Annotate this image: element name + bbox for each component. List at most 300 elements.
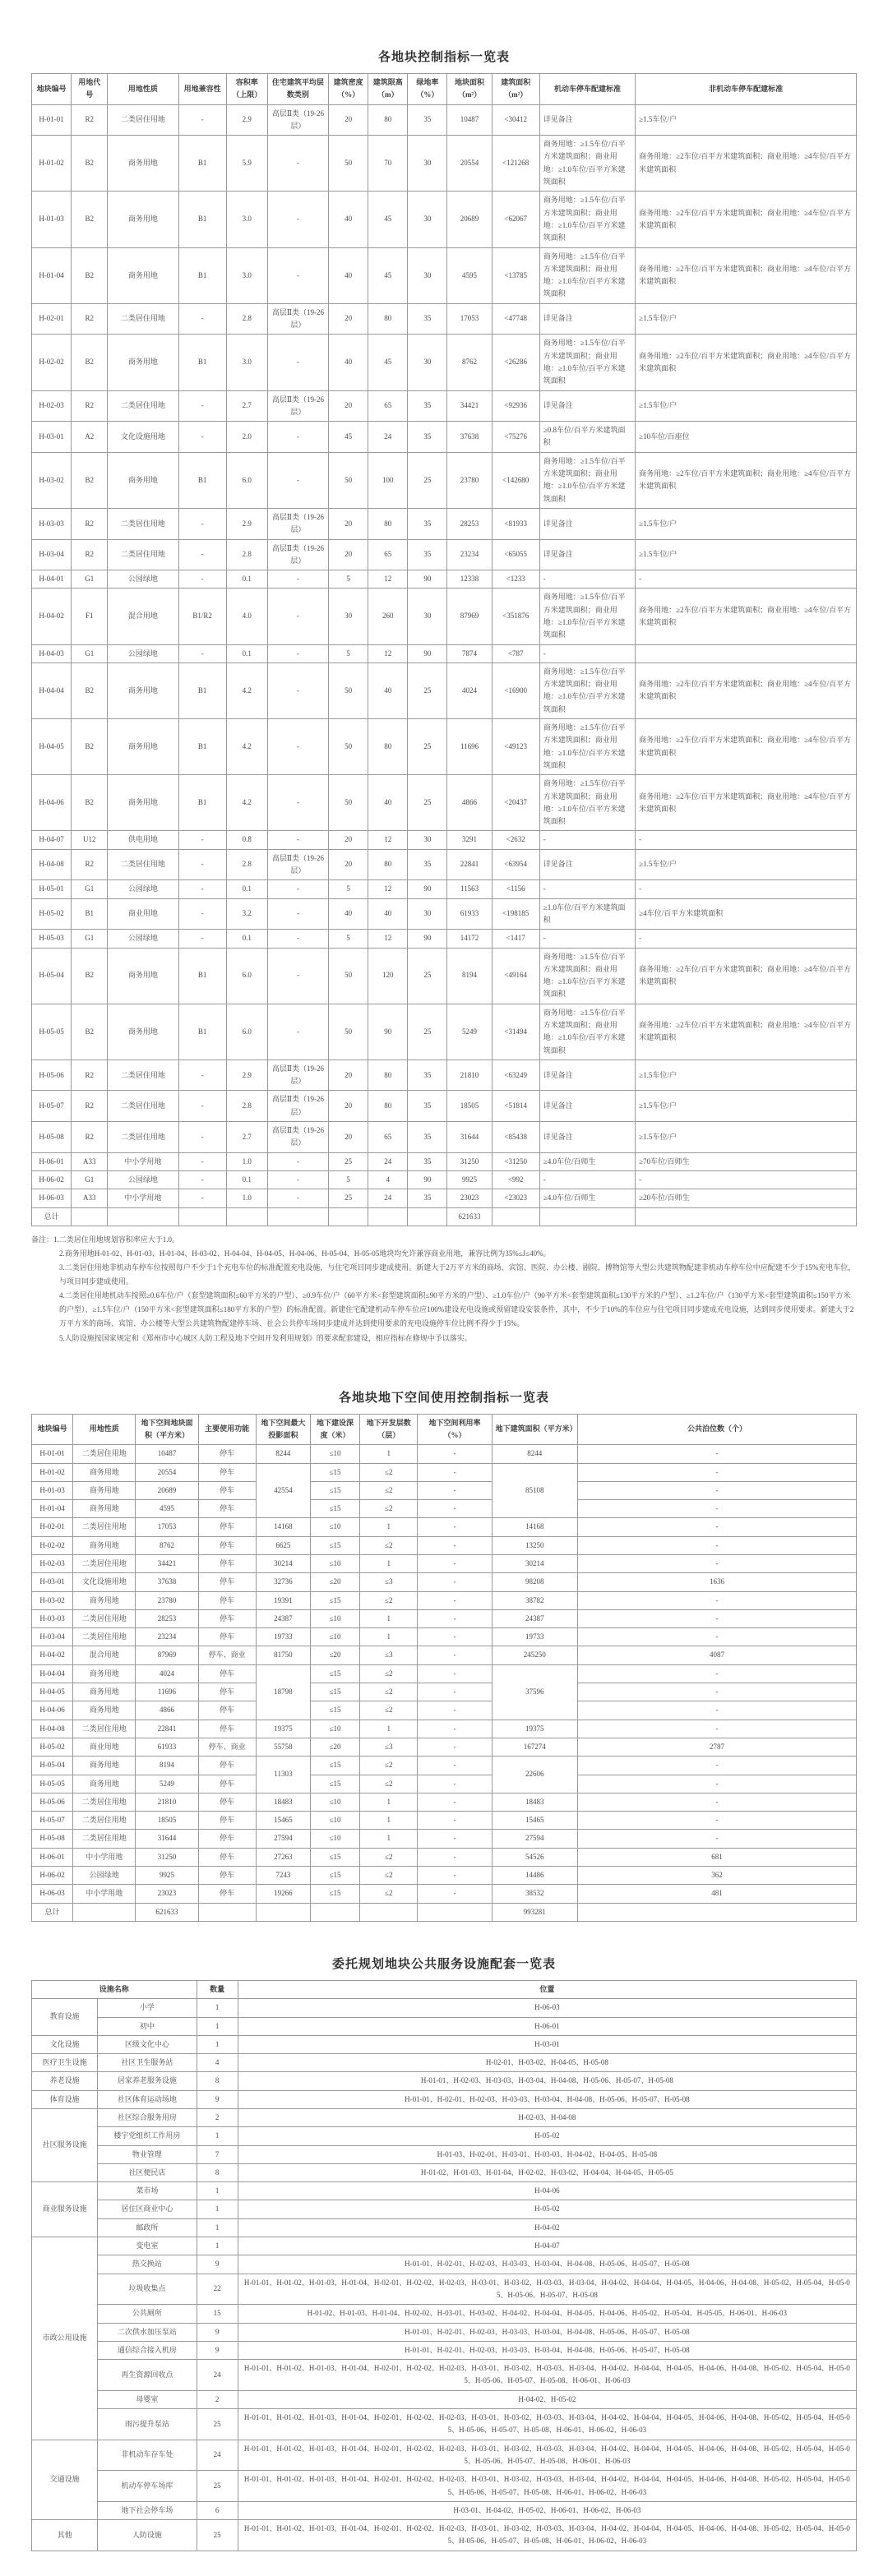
cell: ≥1.5车位/户 [636,390,857,422]
cell: H-04-07 [238,2237,856,2255]
cell: - [178,930,226,948]
cell: 11563 [447,880,492,898]
cell: 27263 [256,1848,310,1866]
cell: 54526 [492,1848,577,1866]
cell: 商务用地 [73,1757,136,1775]
cell: - [178,1122,226,1153]
cell: 18798 [256,1664,310,1720]
table-row [32,2035,857,2053]
cell: H-06-02 [32,1170,72,1189]
table-row [32,849,857,880]
cell: - [267,1152,328,1170]
table-row [32,662,857,718]
cell: - [418,1664,492,1683]
cell: <51814 [492,1091,539,1122]
cell: 35 [408,104,447,136]
cell: 公园绿地 [73,1867,136,1885]
cell: ≤10 [310,1445,359,1463]
cell: 停车 [198,1775,256,1793]
table-row [32,1500,857,1518]
cell: - [539,831,635,849]
cell: 停车 [198,1463,256,1481]
cell: 70 [368,136,408,192]
header-cell: 绿地率（%） [408,74,447,105]
cell: - [418,1812,492,1830]
cell: <63954 [492,849,539,880]
cell: 4.2 [226,719,267,775]
table-row [32,1207,857,1226]
cell: 通信综合接入机房 [98,2341,197,2359]
cell: ≥1.5车位/户 [636,104,857,136]
underground-space-table-title: 各地块地下空间使用控制指标一览表 [338,1391,549,1405]
cell: <31494 [492,1004,539,1059]
table-row [32,2054,857,2072]
cell: 商务用地：≥1.5车位/百平方米建筑面积；商业用地：≥1.0车位/百平方米建筑面积 [539,247,635,303]
cell: H-05-01 [32,880,72,898]
table-row [32,136,857,192]
table-row [32,2305,857,2323]
cell: 12 [368,570,408,589]
cell: - [577,1793,856,1811]
cell: 母婴室 [98,2390,197,2408]
cell: 商务用地：≥2车位/百平方米建筑面积；商业用地：≥4车位/百平方米建筑面积 [636,662,857,718]
cell: 4 [368,1170,408,1189]
cell: <23023 [492,1189,539,1207]
cell: 商务用地 [73,1481,136,1499]
cell: 商务用地 [108,948,178,1004]
header-cell: 地下建设深度（米） [310,1414,359,1445]
cell: <787 [492,644,539,662]
table-row [32,2017,857,2035]
cell: 1 [360,1720,418,1738]
cell: 高层Ⅱ类（19-26层） [267,1122,328,1153]
cell: 8194 [447,948,492,1004]
cell: ≤2 [360,1536,418,1554]
cell: ≤2 [360,1500,418,1518]
cell: - [418,1609,492,1627]
cell: 11696 [447,719,492,775]
cell: 37596 [492,1664,577,1720]
header-cell: 地块面积（m²） [447,74,492,105]
cell: ≥4.0车位/百师生 [539,1152,635,1170]
table-row [32,1830,857,1848]
cell: 详见备注 [539,539,635,570]
cell: - [418,1463,492,1481]
cell: 9 [197,2323,238,2341]
cell: 8762 [447,335,492,390]
cell: 18505 [136,1812,198,1830]
cell: 社区体育运动场地 [98,2090,197,2108]
cell: 商务用地 [73,1664,136,1683]
cell: 35 [408,539,447,570]
cell: 17053 [136,1518,198,1536]
cell: 中小学用地 [108,1152,178,1170]
header-cell: 地下开发层数（层） [360,1414,418,1445]
cell: 28253 [447,508,492,539]
cell: 0.1 [226,880,267,898]
cell: 1 [197,2237,238,2255]
cell: - [418,1848,492,1866]
cell: <63249 [492,1059,539,1091]
cell: 居住区商业中心 [98,2200,197,2218]
cell: 35 [408,1152,447,1170]
cell: 中小学用地 [73,1885,136,1903]
table-row [32,2471,857,2502]
table-row [32,2182,857,2200]
cell: 90 [408,644,447,662]
cell: 17053 [447,303,492,335]
cell: <62067 [492,192,539,247]
cell: ≤15 [310,1591,359,1609]
cell: 0.1 [226,644,267,662]
cell: 0.1 [226,930,267,948]
cell: 商务用地 [73,1536,136,1554]
cell: 停车 [198,1481,256,1499]
table-row [32,1170,857,1189]
cell: 81750 [256,1646,310,1664]
table-row [32,1554,857,1572]
cell: <121268 [492,136,539,192]
cell: B1 [178,719,226,775]
cell: B2 [72,192,108,247]
cell: <65055 [492,539,539,570]
cell: 80 [368,1059,408,1091]
cell: 25 [197,2409,238,2440]
cell: - [418,1628,492,1646]
cell: 35 [408,303,447,335]
cell: 80 [368,719,408,775]
section-gap [31,1922,857,1955]
cell: 2.9 [226,1059,267,1091]
cell: 12338 [447,570,492,589]
table-row [32,1701,857,1720]
cell: ≤15 [310,1775,359,1793]
cell: <81933 [492,508,539,539]
cell: 24 [368,1189,408,1207]
cell: 商务用地 [108,335,178,390]
table-row [32,880,857,898]
header-cell: 容积率（上限） [226,74,267,105]
cell: 19375 [256,1720,310,1738]
note-line: 4.二类居住用地机动车按照≥0.6车位/户（套型建筑面积≤60平方米的户型）、≥0.9车位/户（60平方米<套型建筑面积≤90平方米的户型）、≥1.0车位/户（90平方米<套型建筑面积≤130平方米的户型）、≥1.2车位/户（130平方米<套型建筑面积≤150平方米的户型）、≥1.5车位/户（150平方米<套型建筑面积≤180平方米的户型）的标准配置。新建住宅配建机动车停车位应100%建设充电设施或预留建设安装条件，其中，不少于10%的车位应与住宅项目同步建成充电设施，达到同步使用要求。新建大于2万平方米的商场、宾馆、办公楼等大型公共建筑物配建停车场、社会公共停车场同步建成并达到使用要求的充电设施停车位比例不得少于15%。 [59,1291,854,1328]
cell: 10487 [136,1445,198,1463]
cell: 20 [329,1122,368,1153]
cell: 二类居住用地 [108,539,178,570]
cell: - [418,1757,492,1775]
cell: 2.7 [226,1122,267,1153]
cell: <142680 [492,452,539,508]
table-row [32,390,857,422]
cell: 31644 [136,1830,198,1848]
cell: ≤3 [360,1738,418,1756]
table-row [32,2323,857,2341]
cell: - [267,948,328,1004]
cell: 详见备注 [539,849,635,880]
cell: 高层Ⅱ类（19-26层） [267,104,328,136]
cell: 362 [577,1867,856,1885]
cell: H-05-02 [238,2127,856,2145]
cell: 14168 [492,1518,577,1536]
note-line: 3.二类居住用地非机动车停车位按照每户不少于1个充电车位的标准配置充电设施，与住宅项目同步建成使用。新建大于2万平方米的商场、宾馆、医院、办公楼、剧院、博物馆等大型公共建筑物配建非机动车停车位中应配建不少于15%充电车位，与项目同步建成使用。 [59,1263,856,1286]
cell: ≤15 [310,1500,359,1518]
cell: 高层Ⅱ类（19-26层） [267,849,328,880]
cell: 商务用地 [108,662,178,718]
cell: H-03-01、H-04-02、H-05-02、H-06-01、H-06-02、H-06-03 [238,2501,856,2519]
cell: 非机动车存车处 [98,2440,197,2471]
cell: - [539,1170,635,1189]
cell: <20437 [492,775,539,831]
cell: H-01-01、H-01-02、H-01-03、H-01-04、H-02-01、H-02-02、H-02-03、H-03-01、H-03-02、H-03-03、H-03-04、H-04-02、H-04-04、H-04-05、H-04-06、H-04-08、H-05-02、H-05-04、H-05-05、H-05-06、H-05-07、H-05-08、H-06-01、H-06-03 [238,2360,856,2391]
cell: - [539,930,635,948]
cell: 社区卫生服务站 [98,2054,197,2072]
cell: 物业管理 [98,2145,197,2163]
cell: H-06-03 [32,1189,72,1207]
cell: H-02-03、H-04-08 [238,2109,856,2127]
cell: <85438 [492,1122,539,1153]
cell: 20 [329,849,368,880]
table-row [32,1999,857,2017]
cell: 22841 [447,849,492,880]
cell [368,1207,408,1226]
cell: B2 [72,335,108,390]
cell: 90 [408,570,447,589]
cell: 1 [360,1445,418,1463]
cell: H-04-07 [32,831,72,849]
cell: 2787 [577,1738,856,1756]
cell: <49123 [492,719,539,775]
note-line: 备注：1.二类居住用地规划容积率应大于1.0。 [31,1235,180,1244]
cell: H-03-04 [32,1628,73,1646]
cell: - [267,930,328,948]
cell: 14172 [447,930,492,948]
note-line: 2.商务用地H-01-02、H-01-03、H-01-04、H-03-02、H-04-04、H-04-05、H-04-06、H-05-04、H-05-05地块均允许兼容商业用地，兼容比例为35%≤J≤40%。 [59,1249,551,1258]
cell: 二类居住用地 [73,1518,136,1536]
cell: 5 [329,644,368,662]
cell: R2 [72,1122,108,1153]
cell: 0.8 [226,831,267,849]
table-row [32,2218,857,2237]
section-gap [31,1346,857,1388]
cell: 40 [368,662,408,718]
cell: ≤2 [360,1683,418,1701]
cell: 61933 [447,898,492,930]
cell: H-04-03 [32,644,72,662]
cell: H-01-01、H-02-01、H-02-03、H-03-03、H-03-04、H-04-08、H-05-06、H-05-07、H-05-08 [238,2255,856,2274]
table-row [32,1812,857,1830]
cell: 2 [197,2390,238,2408]
cell: 5 [329,1170,368,1189]
cell: B1 [178,452,226,508]
cell [360,1903,418,1921]
cell: H-04-06 [238,2182,856,2200]
cell: 15465 [492,1812,577,1830]
table-row [32,1738,857,1756]
cell: 87969 [447,589,492,644]
cell: - [577,1812,856,1830]
cell: 20554 [136,1463,198,1481]
cell: 50 [329,775,368,831]
table-row [32,1445,857,1463]
cell: 35 [408,390,447,422]
cell: 1 [197,2200,238,2218]
cell: H-02-01 [32,303,72,335]
cell: 37638 [447,422,492,453]
cell: B2 [72,1004,108,1059]
cell: 31250 [447,1152,492,1170]
cell: 90 [408,1170,447,1189]
table-row [32,2237,857,2255]
cell: 20 [329,831,368,849]
cell: 地下社会停车场 [98,2501,197,2519]
cell: H-03-01 [32,422,72,453]
cell: ≥1.0车位/百平方米建筑面积 [539,898,635,930]
cell: 雨污提升泵站 [98,2409,197,2440]
cell: 23234 [447,539,492,570]
cell: ≤15 [310,1683,359,1701]
cell: - [577,1628,856,1646]
cell: ≤3 [360,1646,418,1664]
cell: 2.8 [226,1091,267,1122]
cell: 9925 [136,1867,198,1885]
table-row [32,589,857,644]
cell: H-05-05 [32,1004,72,1059]
cell: 15 [197,2305,238,2323]
cell: 90 [408,930,447,948]
header-cell: 机动车停车配建标准 [539,74,635,105]
cell: H-01-01、H-01-02、H-01-03、H-01-04、H-02-01、H-02-02、H-02-03、H-03-01、H-03-02、H-03-03、H-03-04、H-04-02、H-04-04、H-04-05、H-04-06、H-04-08、H-05-02、H-05-04、H-05-05、H-05-06、H-05-07、H-05-08、H-06-01、H-06-02、H-06-03 [238,2471,856,2502]
cell: 8762 [136,1536,198,1554]
cell: - [418,1775,492,1793]
cell: 40 [368,775,408,831]
cell: 245250 [492,1646,577,1664]
table-row [32,539,857,570]
cell: - [577,1445,856,1463]
cell [198,1903,256,1921]
cell: - [418,1536,492,1554]
cell: H-02-01、H-03-02、H-04-05、H-05-08 [238,2054,856,2072]
cell: 二类居住用地 [108,849,178,880]
cell: 商务用地 [108,452,178,508]
cell: ≤10 [310,1609,359,1627]
cell: 20689 [136,1481,198,1499]
header-cell: 地块编号 [32,74,72,105]
cell: 1 [360,1830,418,1848]
table-row [32,192,857,247]
table-row [32,1757,857,1775]
cell: 3.0 [226,247,267,303]
cell: - [577,1481,856,1499]
cell: R2 [72,539,108,570]
cell: 商务用地：≥1.5车位/百平方米建筑面积；商业用地：≥1.0车位/百平方米建筑面积 [539,662,635,718]
cell: ≥1.5车位/户 [636,539,857,570]
cell: 7 [197,2145,238,2163]
cell: - [418,1793,492,1811]
cell: 30214 [256,1554,310,1572]
cell: 20 [329,303,368,335]
cell: 2.8 [226,849,267,880]
cell: - [267,644,328,662]
cell: 12 [368,880,408,898]
cell: H-06-02 [32,1867,73,1885]
table-row [32,2255,857,2274]
cell: 停车 [198,1701,256,1720]
cell: 9 [197,2255,238,2274]
cell: 6625 [256,1536,310,1554]
cell: 19391 [256,1591,310,1609]
cell: 18505 [447,1091,492,1122]
cell: ≤15 [310,1848,359,1866]
cell: G1 [72,930,108,948]
cell: ≤10 [310,1812,359,1830]
cell: ≤20 [310,1573,359,1591]
cell: 5.9 [226,136,267,192]
cell: <16900 [492,662,539,718]
cell: 文化设施用地 [73,1573,136,1591]
table-row [32,2200,857,2218]
table-row [32,2127,857,2145]
cell: 80 [368,1091,408,1122]
cell: 7874 [447,644,492,662]
cell: 停车 [198,1683,256,1701]
cell: 商务用地：≥1.5车位/百平方米建筑面积；商业用地：≥1.0车位/百平方米建筑面积 [539,719,635,775]
cell: ≤15 [310,1757,359,1775]
header-row [32,74,857,105]
cell: 商务用地 [73,1701,136,1720]
cell: 28253 [136,1609,198,1627]
cell: 商务用地：≥2车位/百平方米建筑面积；商业用地：≥4车位/百平方米建筑面积 [636,136,857,192]
cell: 详见备注 [539,1059,635,1091]
cell: 30 [408,831,447,849]
cell: 2 [197,2109,238,2127]
cell: 1 [197,2182,238,2200]
cell: 1.0 [226,1189,267,1207]
cell: 小学 [98,1999,197,2017]
cell: 30 [329,589,368,644]
cell: B2 [72,452,108,508]
cell: <75276 [492,422,539,453]
cell [492,1207,539,1226]
cell: H-01-02、H-01-03、H-01-04、H-02-02、H-03-01、H-03-02、H-04-02、H-04-04、H-04-05、H-04-06、H-05-02、H-05-04、H-05-05、H-06-01、H-06-03 [238,2305,856,2323]
cell: H-06-01 [32,1152,72,1170]
cell: 30 [408,898,447,930]
cell: H-06-01 [32,1848,73,1866]
table-body [32,1445,857,1922]
cell: 90 [368,1004,408,1059]
cell: 80 [368,303,408,335]
cell: 公园绿地 [108,880,178,898]
cell [178,1207,226,1226]
header-cell: 地下空间最大投影面积 [256,1414,310,1445]
cell: B2 [72,247,108,303]
cell: H-05-04 [32,1757,73,1775]
cell: 4 [197,2054,238,2072]
table-row [32,1091,857,1122]
table-row [32,1775,857,1793]
cell: 98208 [492,1573,577,1591]
cell: 商务用地：≥2车位/百平方米建筑面积；商业用地：≥4车位/百平方米建筑面积 [636,948,857,1004]
table-row [32,2440,857,2471]
cell: <1417 [492,930,539,948]
cell: 35 [408,1189,447,1207]
cell: H-03-03 [32,1609,73,1627]
cell: 停车、商业 [198,1738,256,1756]
cell: 商业服务设施 [32,2182,98,2237]
cell: 35 [408,422,447,453]
cell: 8244 [492,1445,577,1463]
cell: - [418,1573,492,1591]
table-row [32,2520,857,2551]
cell: H-01-03 [32,1481,73,1499]
